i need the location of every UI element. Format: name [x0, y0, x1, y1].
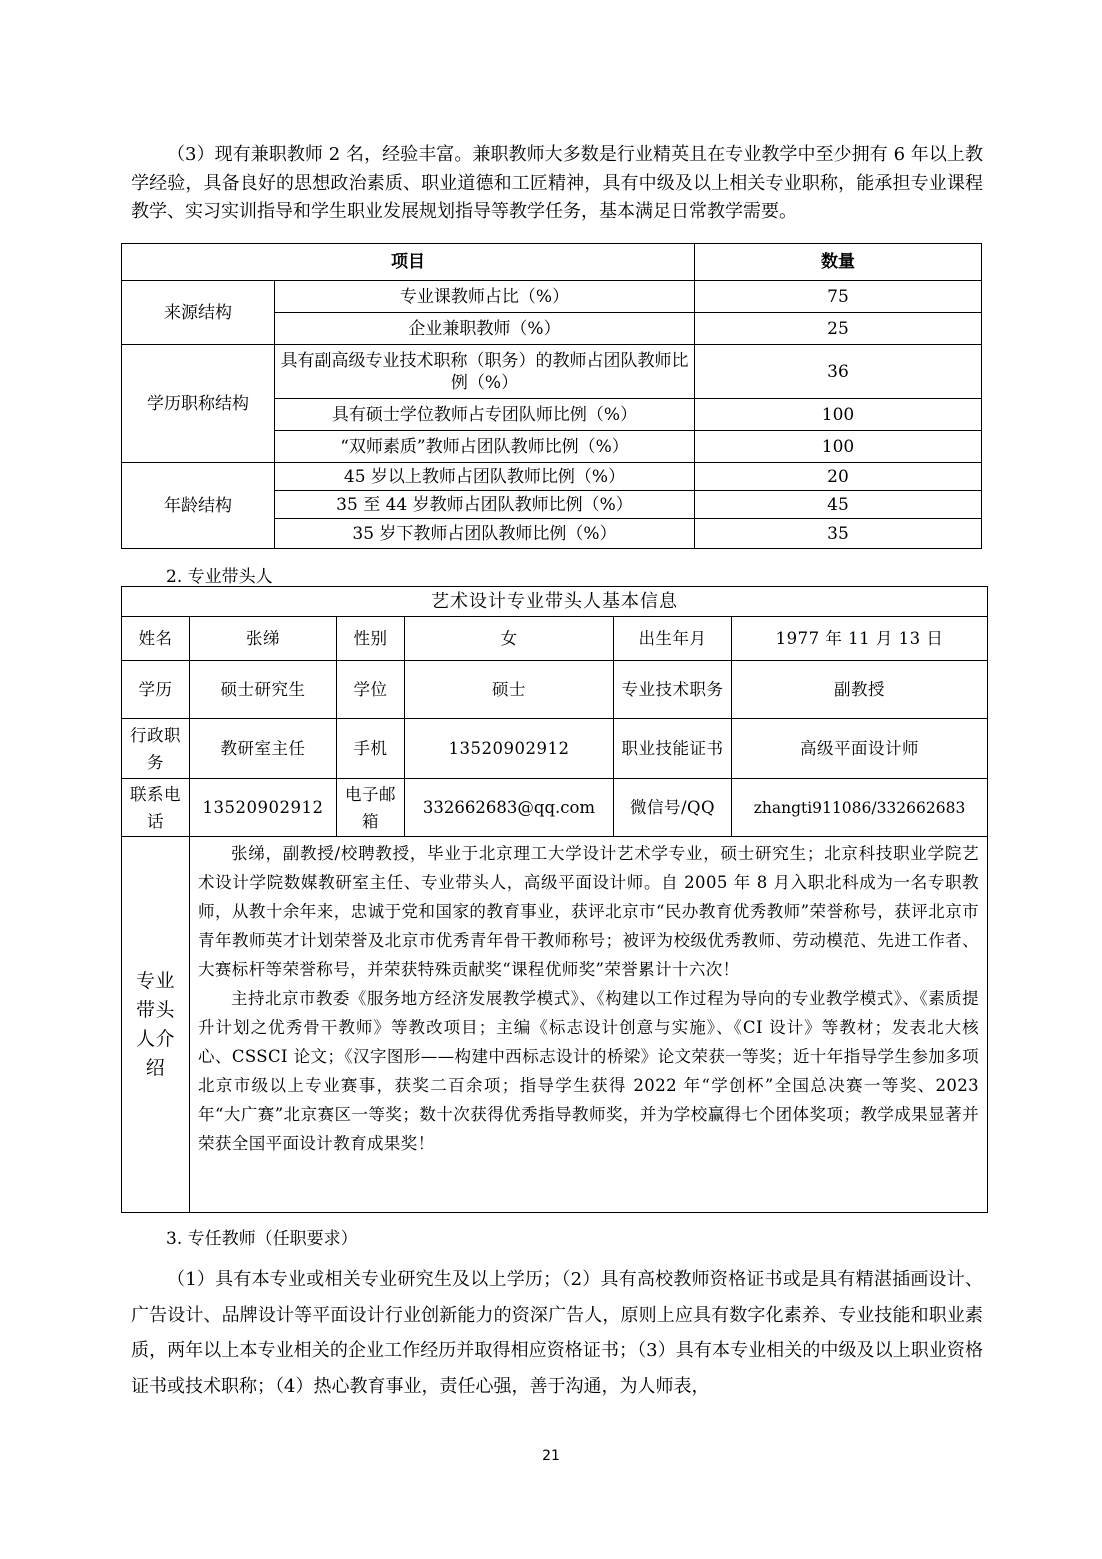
education-value: 硕士研究生: [190, 661, 337, 719]
cert-value: 高级平面设计师: [732, 719, 988, 779]
leader-table-title: 艺术设计专业带头人基本信息: [122, 587, 988, 617]
parttime-teacher-paragraph: （3）现有兼职教师 2 名，经验丰富。兼职教师大多数是行业精英且在专业教学中至少拥有 6 年以上教学经验，具备良好的思想政治素质、职业道德和工匠精神，具有中级及以上相关专业职称，能承担专业课程教学、实习实训指导和学生职业发展规划指导等教学任务，基本满足日常教学需要。: [131, 144, 983, 222]
admin-value: 教研室主任: [190, 719, 337, 779]
admin-label: 行政职务: [122, 719, 190, 779]
birth-label: 出生年月: [614, 617, 732, 661]
mobile-label: 手机: [337, 719, 405, 779]
row-value: 100: [695, 431, 982, 463]
row-item: 具有副高级专业技术职称（职务）的教师占团队教师比例（%）: [275, 345, 695, 399]
intro-paragraph-1: 张绨，副教授/校聘教授，毕业于北京理工大学设计艺术学专业，硕士研究生；北京科技职业学院艺术设计学院数媒教研室主任、专业带头人，高级平面设计师。自 2005 年 8 月入职北科成为一名专职教师，从教十余年来，忠诚于党和国家的教育事业，获评北京市“民办教育优秀教师”荣誉称号，获评北京市青年教师英才计划荣誉及北京市优秀青年骨干教师称号；被评为校级优秀教师、劳动模范、先进工作者、大赛标杆等荣誉称号，并荣获特殊贡献奖“课程优师奖”荣誉累计十六次！: [198, 844, 980, 979]
cert-label: 职业技能证书: [614, 719, 732, 779]
degree-label: 学位: [337, 661, 405, 719]
intro-paragraph-2: 主持北京市教委《服务地方经济发展教学模式》、《构建以工作过程为导向的专业教学模式》、《素质提升计划之优秀骨干教师》等教改项目；主编《标志设计创意与实施》、《CI 设计》等教材；发表北大核心、CSSCI 论文；《汉字图形——构建中西标志设计的桥梁》论文荣获一等奖；近十年指导学生参加多项北京市级以上专业赛事，获奖二百余项；指导学生获得 2022 年“学创杯”全国总决赛一等奖、2023 年“大广赛”北京赛区一等奖；数十次获得优秀指导教师奖，并为学校赢得七个团体奖项；教学成果显著并荣获全国平面设计教育成果奖！: [198, 989, 980, 1153]
row-item: 35 岁下教师占团队教师比例（%）: [275, 519, 695, 549]
intro-content: [190, 837, 988, 1213]
row-item: 45 岁以上教师占团队教师比例（%）: [275, 463, 695, 491]
row-value: 35: [695, 519, 982, 549]
gender-label: 性别: [337, 617, 405, 661]
row-item: 35 至 44 岁教师占团队教师比例（%）: [275, 491, 695, 519]
row-value: 25: [695, 313, 982, 345]
name-value: 张绨: [190, 617, 337, 661]
email-value: 332662683@qq.com: [405, 779, 614, 837]
row-item: 专业课教师占比（%）: [275, 281, 695, 313]
wechat-value: zhangti911086/332662683: [732, 779, 988, 837]
row-value: 100: [695, 399, 982, 431]
fulltime-requirements-paragraph: （1）具有本专业或相关专业研究生及以上学历；（2）具有高校教师资格证书或是具有精湛插画设计、广告设计、品牌设计等平面设计行业创新能力的资深广告人，原则上应具有数字化素养、专业技能和职业素质，两年以上本专业相关的企业工作经历并取得相应资格证书；（3）具有本专业相关的中级及以上职业资格证书或技术职称；（4）热心教育事业，责任心强，善于沟通，为人师表，: [131, 1269, 983, 1397]
education-label: 学历: [122, 661, 190, 719]
degree-value: 硕士: [405, 661, 614, 719]
row-value: 36: [695, 345, 982, 399]
fulltime-heading: 3. 专任教师（任职要求）: [166, 1229, 358, 1249]
row-value: 45: [695, 491, 982, 519]
leader-heading: 2. 专业带头人: [166, 567, 273, 587]
leader-info-table: [121, 586, 988, 1213]
header-count: 数量: [695, 244, 982, 281]
row-item: 具有硕士学位教师占专团队师比例（%）: [275, 399, 695, 431]
title-label: 专业技术职务: [614, 661, 732, 719]
title-value: 副教授: [732, 661, 988, 719]
header-item: 项目: [122, 244, 695, 281]
row-value: 75: [695, 281, 982, 313]
intro-label: 专业带头人介绍: [122, 837, 190, 1213]
group-age: 年龄结构: [122, 463, 275, 549]
name-label: 姓名: [122, 617, 190, 661]
page-number: 21: [542, 1448, 560, 1464]
group-education-title: 学历职称结构: [122, 345, 275, 463]
birth-value: 1977 年 11 月 13 日: [732, 617, 988, 661]
mobile-value: 13520902912: [405, 719, 614, 779]
row-value: 20: [695, 463, 982, 491]
wechat-label: 微信号/QQ: [614, 779, 732, 837]
teacher-structure-table: [121, 243, 982, 549]
row-item: 企业兼职教师（%）: [275, 313, 695, 345]
group-source: 来源结构: [122, 281, 275, 345]
phone-label: 联系电话: [122, 779, 190, 837]
row-item: “双师素质”教师占团队教师比例（%）: [275, 431, 695, 463]
email-label: 电子邮箱: [337, 779, 405, 837]
gender-value: 女: [405, 617, 614, 661]
phone-value: 13520902912: [190, 779, 337, 837]
